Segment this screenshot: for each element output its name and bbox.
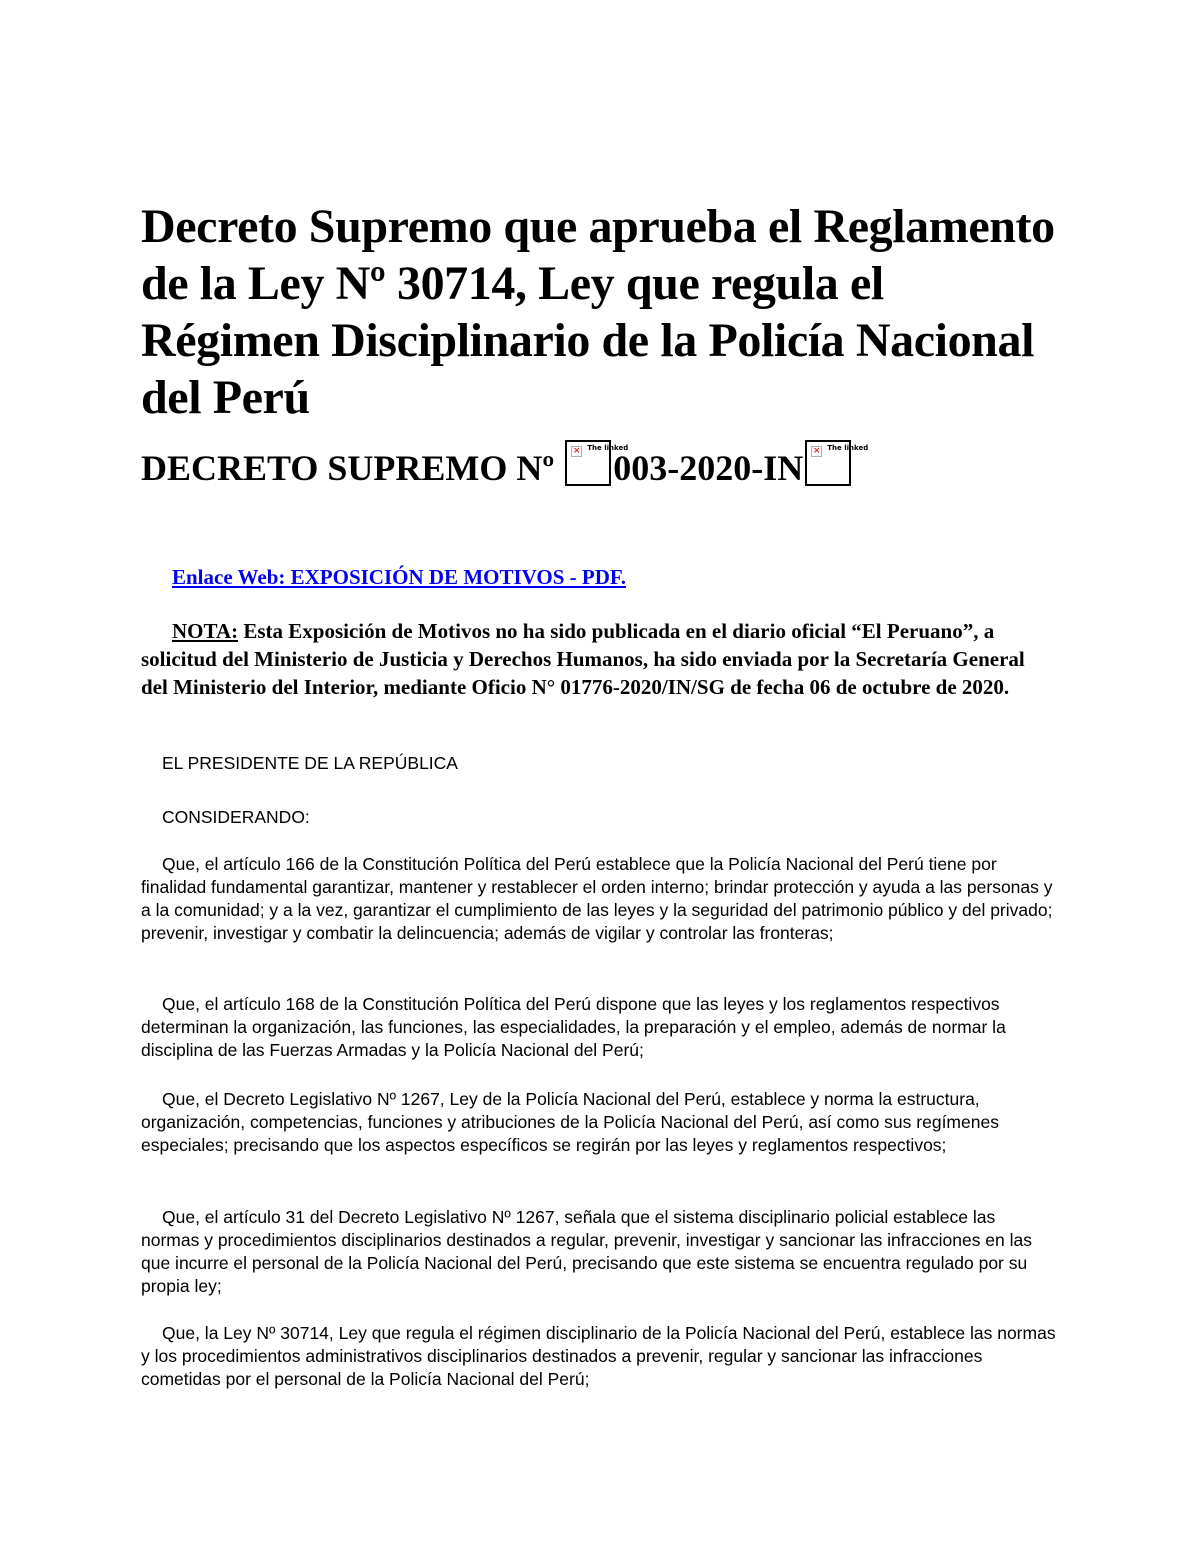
broken-image-alt-text: The linked	[587, 444, 629, 452]
exposicion-link-line	[172, 563, 626, 591]
decree-prefix: DECRETO SUPREMO Nº	[141, 448, 555, 488]
broken-image-x-icon: ×	[812, 446, 821, 456]
considerando-paragraph: Que, el artículo 31 del Decreto Legislativo Nº 1267, señala que el sistema disciplinario policial establece las normas y procedimientos disciplinarios destinados a regular, prevenir, investigar y sancionar las infracciones en las que incurre el personal de la Policía Nacional del Perú, precisando que este sistema se encuentra regulado por su propia ley;	[141, 1207, 1033, 1296]
president-heading: EL PRESIDENTE DE LA REPÚBLICA	[162, 753, 458, 773]
decree-number	[141, 440, 1061, 496]
broken-image-icon	[565, 440, 629, 486]
exposicion-motivos-link[interactable]: Enlace Web: EXPOSICIÓN DE MOTIVOS - PDF.	[172, 565, 627, 589]
considerando-paragraph: Que, el artículo 168 de la Constitución Política del Perú dispone que las leyes y los reglamentos respectivos determinan la organización, las funciones, las especialidades, la preparación y el empleo, además de normar la disciplina de las Fuerzas Armadas y la Policía Nacional del Perú;	[141, 994, 1006, 1060]
document-title: Decreto Supremo que aprueba el Reglamento de la Ley Nº 30714, Ley que regula el Régimen Disciplinario de la Policía Nacional del Perú	[141, 200, 1055, 424]
note-label: NOTA:	[172, 619, 239, 643]
note-paragraph	[141, 617, 1056, 701]
considerando-paragraph: Que, el artículo 166 de la Constitución Política del Perú establece que la Policía Nacional del Perú tiene por finalidad fundamental garantizar, mantener y restablecer el orden interno; brindar protección y ayuda a las personas y a la comunidad; y a la vez, garantizar el cumplimiento de las leyes y la seguridad del patrimonio público y del privado; prevenir, investigar y combatir la delincuencia; además de vigilar y controlar las fronteras;	[141, 854, 1053, 943]
considerando-paragraph: Que, el Decreto Legislativo Nº 1267, Ley de la Policía Nacional del Perú, establece y norma la estructura, organización, competencias, funciones y atribuciones de la Policía Nacional del Perú, así como sus regímenes especiales; precisando que los aspectos específicos se regirán por las leyes y reglamentos respectivos;	[141, 1089, 999, 1155]
considerando-heading: CONSIDERANDO:	[162, 807, 310, 827]
decree-code: 003-2020-IN	[613, 448, 804, 488]
broken-image-icon	[805, 440, 869, 486]
considerando-paragraph: Que, la Ley Nº 30714, Ley que regula el régimen disciplinario de la Policía Nacional del Perú, establece las normas y los procedimientos administrativos disciplinarios destinados a prevenir, regular y sancionar las infracciones cometidas por el personal de la Policía Nacional del Perú;	[141, 1323, 1056, 1389]
broken-image-alt-text: The linked	[827, 444, 869, 452]
broken-image-x-icon: ×	[572, 446, 581, 456]
note-text: Esta Exposición de Motivos no ha sido publicada en el diario oficial “El Peruano”, a solicitud del Ministerio de Justicia y Derechos Humanos, ha sido enviada por la Secretaría General del Ministerio del Interior, mediante Oficio N° 01776-2020/IN/SG de fecha 06 de octubre de 2020.	[141, 619, 1025, 699]
